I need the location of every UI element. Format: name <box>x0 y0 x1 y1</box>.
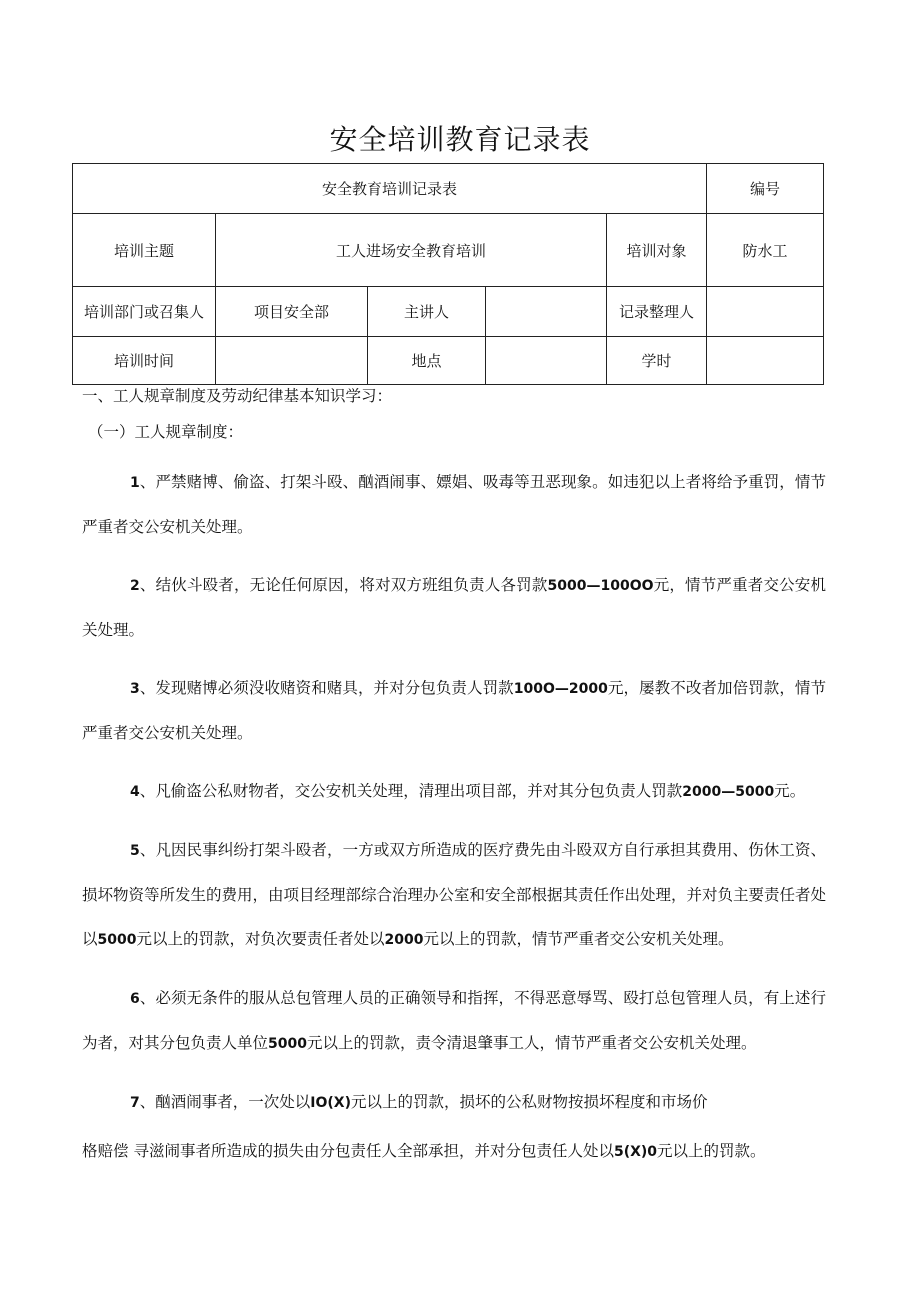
rule-text: 元，情节严重者交公安机关处理。 <box>82 576 826 639</box>
rule-text: 、严禁赌博、偷盗、打架斗殴、酗酒闹事、嫖娼、吸毒等丑恶现象。如违犯以上者将给予重罚，情节严重者交公安机关处理。 <box>82 473 826 536</box>
fine-amount: 5(X)0 <box>613 1144 658 1160</box>
rule-text: 元以上的罚款，损坏的公私财物按损坏程度和市场价 <box>350 1093 708 1111</box>
section-heading: 一、工人规章制度及劳动纪律基本知识学习： <box>82 387 393 405</box>
rule-text: 、结伙斗殴者，无论任何原因，将对双方班组负责人各罚款 <box>139 576 548 594</box>
rule-text: 元以上的罚款。 <box>657 1142 766 1160</box>
rule-6 <box>82 976 826 1066</box>
time-label: 培训时间 <box>73 337 216 385</box>
document-body <box>82 382 826 1174</box>
rule-text: 、凡因民事纠纷打架斗殴者，一方或双方所造成的医疗费先由斗殴双方自行承担其费用、伤休工资、损坏物资等所发生的费用，由项目经理部综合治理办公室和安全部根据其责任作出处理，并对负主要责任者处以 <box>82 841 827 948</box>
rule-number: 7 <box>130 1095 140 1111</box>
rule-1 <box>82 460 826 549</box>
time-value[interactable] <box>216 337 368 385</box>
hours-label: 学时 <box>607 337 707 385</box>
dept-label: 培训部门或召集人 <box>73 287 216 337</box>
rule-number: 5 <box>130 843 140 859</box>
rule-2 <box>82 563 826 652</box>
rule-5 <box>82 828 826 962</box>
rule-text: 、必须无条件的服从总包管理人员的正确领导和指挥，不得恶意辱骂、殴打总包管理人员，有上述行为者，对其分包负责人单位 <box>82 989 826 1052</box>
rule-7 <box>82 1080 826 1125</box>
subsection-heading: （一）工人规章制度： <box>88 423 244 441</box>
rule-3 <box>82 666 826 755</box>
hours-value[interactable] <box>707 337 824 385</box>
rule-number: 1 <box>130 475 140 491</box>
fine-amount: 5000 <box>268 1036 307 1052</box>
rule-text: 元以上的罚款，责令清退肇事工人，情节严重者交公安机关处理。 <box>306 1034 757 1052</box>
place-label: 地点 <box>368 337 486 385</box>
rule-7-continued <box>82 1129 826 1174</box>
rule-number: 4 <box>130 784 140 800</box>
rule-text: 元以上的罚款，情节严重者交公安机关处理。 <box>423 930 734 948</box>
target-value[interactable]: 防水工 <box>707 214 824 287</box>
fine-amount: 100O—2000 <box>513 681 608 697</box>
form-header: 安全教育培训记录表 <box>73 164 707 214</box>
fine-amount: 2000—5000 <box>682 784 775 800</box>
rule-4 <box>82 769 826 814</box>
topic-value[interactable]: 工人进场安全教育培训 <box>216 214 607 287</box>
rule-text: 、凡偷盗公私财物者，交公安机关处理，清理出项目部，并对其分包负责人罚款 <box>139 782 683 800</box>
rule-number: 2 <box>130 578 140 594</box>
topic-label: 培训主题 <box>73 214 216 287</box>
place-value[interactable] <box>486 337 607 385</box>
rule-number: 6 <box>130 991 140 1007</box>
fine-amount: 2000 <box>384 932 424 948</box>
rule-text: 元以上的罚款，对负次要责任者处以 <box>136 930 385 948</box>
fine-amount: 5000—100OO <box>547 578 654 594</box>
rule-text: 、酗酒闹事者，一次处以 <box>139 1093 311 1111</box>
fine-amount: 5000 <box>97 932 137 948</box>
dept-value[interactable]: 项目安全部 <box>216 287 368 337</box>
rule-text: 元。 <box>774 782 806 800</box>
rule-number: 3 <box>130 681 140 697</box>
fine-amount: IO(X) <box>310 1095 351 1111</box>
lecturer-label: 主讲人 <box>368 287 486 337</box>
training-record-form <box>72 163 824 385</box>
rule-text: 元，屡教不改者加倍罚款，情节严重者交公安机关处理。 <box>82 679 826 742</box>
recorder-label: 记录整理人 <box>607 287 707 337</box>
recorder-value[interactable] <box>707 287 824 337</box>
serial-label: 编号 <box>707 164 824 214</box>
lecturer-value[interactable] <box>486 287 607 337</box>
target-label: 培训对象 <box>607 214 707 287</box>
page-title: 安全培训教育记录表 <box>329 123 591 156</box>
rule-text: 寻滋闹事者所造成的损失由分包责任人全部承担，并对分包责任人处以 <box>133 1142 614 1160</box>
rule-text: 格赔偿 <box>82 1142 129 1160</box>
rule-text: 、发现赌博必须没收赌资和赌具，并对分包负责人罚款 <box>139 679 514 697</box>
